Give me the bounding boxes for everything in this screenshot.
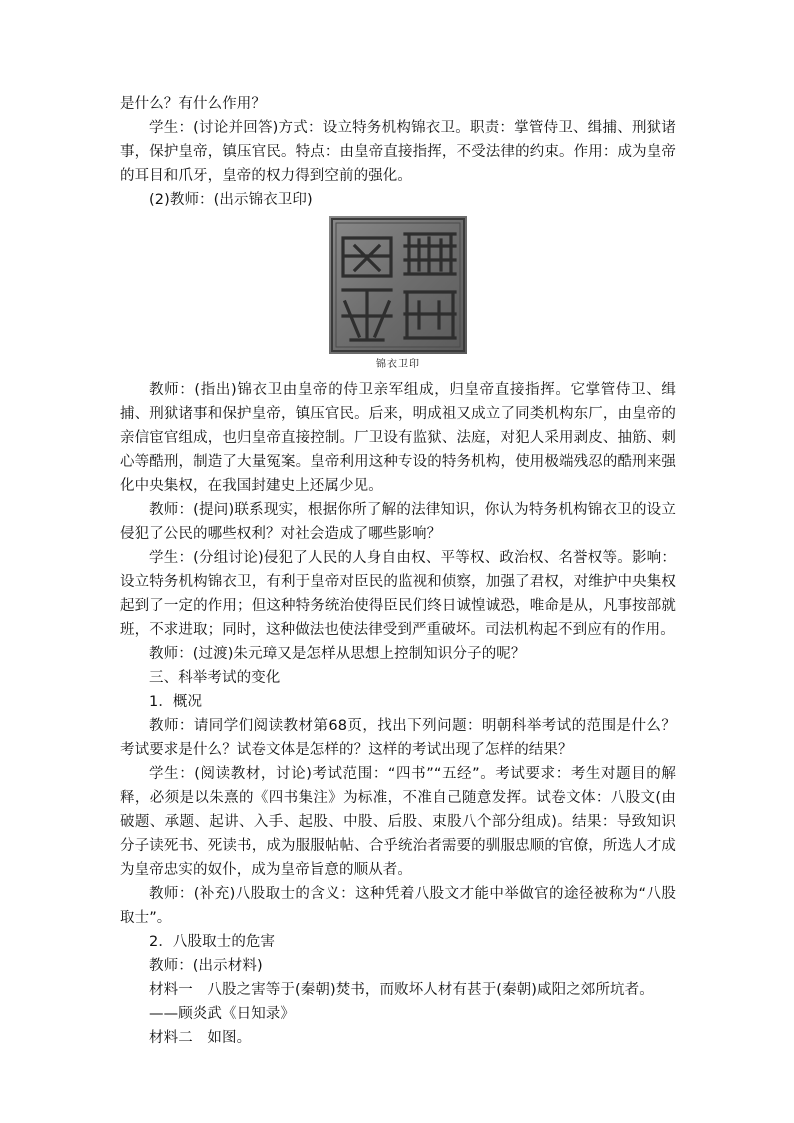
seal-image bbox=[329, 216, 467, 354]
paragraph: 教师：(补充)八股取士的含义：这种凭着八股文才能中举做官的途径被称为“八股取士”。 bbox=[120, 886, 676, 926]
paragraph: 教师：(指出)锦衣卫由皇帝的侍卫亲军组成，归皇帝直接指挥。它掌管侍卫、缉捕、刑狱诸事和保护皇帝，镇压官民。后来，明成祖又成立了同类机构东厂，由皇帝的亲信宦官组成，也归皇帝直接控制。厂卫设有监狱、法庭，对犯人采用剥皮、抽筋、刺心等酷刑，制造了大量冤案。皇帝利用这种专设的特务机构，使用极端残忍的酷刑来强化中央集权，在我国封建史上还属少见。 bbox=[120, 382, 676, 494]
paragraph: 学生：(讨论并回答)方式：设立特务机构锦衣卫。职责：掌管侍卫、缉捕、刑狱诸事，保护皇帝，镇压官民。特点：由皇帝直接指挥，不受法律的约束。作用：成为皇帝的耳目和爪牙，皇帝的权力得到空前的强化。 bbox=[120, 120, 676, 184]
text-column bbox=[120, 92, 676, 1050]
paragraph: 教师：请同学们阅读教材第68页，找出下列问题：明朝科举考试的范围是什么？考试要求是什么？试卷文体是怎样的？这样的考试出现了怎样的结果？ bbox=[120, 718, 676, 758]
section-heading: 三、科举考试的变化 bbox=[149, 670, 281, 686]
paragraph: 教师：(出示材料) bbox=[149, 958, 263, 974]
paragraph: 教师：(过渡)朱元璋又是怎样从思想上控制知识分子的呢？ bbox=[149, 646, 526, 662]
paragraph: 教师：(提问)联系现实，根据你所了解的法律知识，你认为特务机构锦衣卫的设立侵犯了公民的哪些权利？对社会造成了哪些影响？ bbox=[120, 502, 676, 542]
paragraph: (2)教师：(出示锦衣卫印) bbox=[149, 192, 313, 208]
paragraph: 材料二 如图。 bbox=[149, 1030, 252, 1046]
quote-source: ——顾炎武《日知录》 bbox=[149, 1006, 295, 1022]
figure-caption: 锦衣卫印 bbox=[376, 359, 420, 370]
subsection-heading: 2．八股取士的危害 bbox=[149, 934, 276, 950]
subsection-heading: 1．概况 bbox=[149, 694, 203, 710]
seal-figure bbox=[120, 216, 676, 372]
paragraph: 学生：(分组讨论)侵犯了人民的人身自由权、平等权、政治权、名誉权等。影响：设立特务机构锦衣卫，有利于皇帝对臣民的监视和侦察，加强了君权，对维护中央集权起到了一定的作用；但这种特务统治使得臣民们终日诚惶诚恐，唯命是从，凡事按部就班，不求进取；同时，这种做法也使法律受到严重破坏。司法机构起不到应有的作用。 bbox=[120, 550, 676, 638]
paragraph: 是什么？有什么作用？ bbox=[120, 96, 266, 112]
quote-material: 材料一 八股之害等于(秦朝)焚书，而败坏人材有甚于(秦朝)咸阳之郊所坑者。 bbox=[149, 982, 654, 998]
paragraph: 学生：(阅读教材，讨论)考试范围：“四书”“五经”。考试要求：考生对题目的解释，必须是以朱熹的《四书集注》为标准，不准自己随意发挥。试卷文体：八股文(由破题、承题、起讲、入手、起股、中股、后股、束股八个部分组成)。结果：导致知识分子读死书、死读书，成为服服帖帖、合乎统治者需要的驯服忠顺的官僚，所选人才成为皇帝忠实的奴仆，成为皇帝旨意的顺从者。 bbox=[120, 766, 676, 878]
